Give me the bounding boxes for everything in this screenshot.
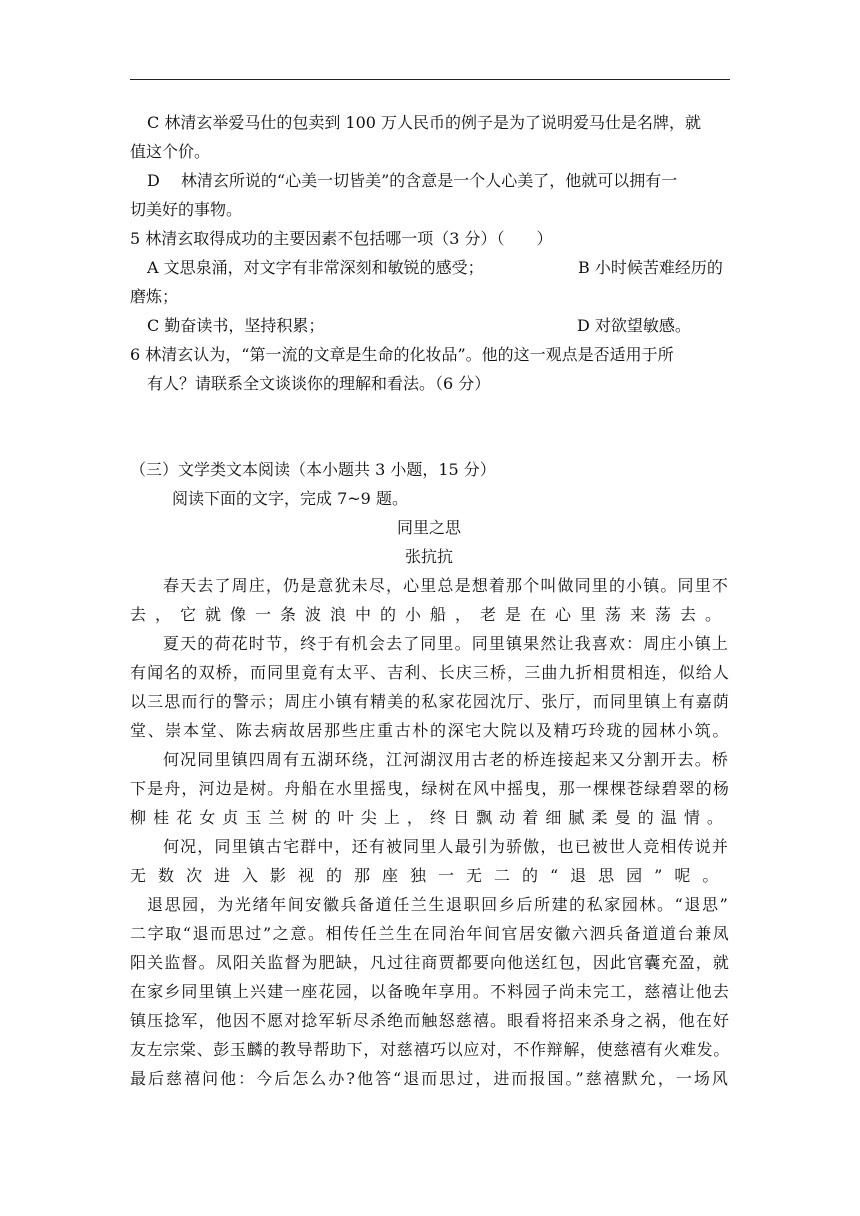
q4-option-c-line2: 值这个价。 [130, 142, 211, 161]
q4-option-d-line1: D 林清玄所说的“心美一切皆美”的含意是一个人心美了，他就可以拥有一 [147, 171, 678, 190]
q4-option-d-line2: 切美好的事物。 [130, 200, 243, 219]
paragraph-5-line-6: 友左宗棠、彭玉麟的教导帮助下，对慈禧巧以应对，不作辩解，使慈禧有火难发。 [130, 1040, 731, 1059]
paragraph-5-line-4: 在家乡同里镇上兴建一座花园，以备晚年享用。不料园子尚未完工，慈禧让他去 [130, 982, 731, 1001]
q5-option-b-line2: 磨炼； [130, 287, 179, 306]
paragraph-4-line-2: 无数次进入影视的那座独一无二的“退思园”呢。 [130, 866, 731, 885]
paragraph-2-line-1: 夏天的荷花时节，终于有机会去了同里。同里镇果然让我喜欢：周庄小镇上 [163, 634, 730, 653]
paragraph-5-line-7: 最后慈禧问他：今后怎么办?他答“退而思过，进而报国。”慈禧默允，一场风 [130, 1069, 730, 1088]
paragraph-1-line-2: 去，它就像一条波浪中的小船，老是在心里荡来荡去。 [130, 605, 731, 624]
paragraph-3-line-1: 何况同里镇四周有五湖环绕，江河湖汊用古老的桥连接起来又分割开去。桥 [163, 750, 730, 769]
paragraph-3-line-2: 下是舟，河边是树。舟船在水里摇曳，绿树在风中摇曳，那一棵棵苍绿碧翠的杨 [130, 779, 731, 798]
q5-option-d: D 对欲望敏感。 [577, 316, 691, 335]
paragraph-5-line-3: 阳关监督。凤阳关监督为肥缺，凡过往商贾都要向他送红包，因此官囊充盈，就 [130, 953, 731, 972]
q5-option-b-line1: B 小时候苦难经历的 [578, 258, 723, 277]
q5-option-c: C 勤奋读书，坚持积累； [147, 316, 325, 335]
paragraph-2-line-3: 以三思而行的警示；周庄小镇有精美的私家花园沈厅、张厅，而同里镇上有嘉荫 [130, 692, 731, 711]
q6-stem-line1: 6 林清玄认为，“第一流的文章是生命的化妆品”。他的这一观点是否适用于所 [130, 345, 674, 364]
q5-option-a: A 文思泉涌，对文字有非常深刻和敏锐的感受； [147, 258, 484, 277]
paragraph-5-line-5: 镇压捻军，他因不愿对捻军斩尽杀绝而触怒慈禧。眼看将招来杀身之祸，他在好 [130, 1011, 731, 1030]
paragraph-5-line-1: 退思园，为光绪年间安徽兵备道任兰生退职回乡后所建的私家园林。“退思” [147, 895, 730, 914]
q5-stem: 5 林清玄取得成功的主要因素不包括哪一项（3 分）（ ） [130, 229, 553, 248]
q4-option-c-line1: C 林清玄举爱马仕的包卖到 100 万人民币的例子是为了说明爱马仕是名牌，就 [147, 113, 702, 132]
header-rule [130, 79, 730, 80]
article-title: 同里之思 [397, 518, 462, 537]
paragraph-1-line-1: 春天去了周庄，仍是意犹未尽，心里总是想着那个叫做同里的小镇。同里不 [163, 576, 730, 595]
paragraph-2-line-2: 有闻名的双桥，而同里竟有太平、吉利、长庆三桥，三曲九折相贯相连，似给人 [130, 663, 731, 682]
paragraph-4-line-1: 何况，同里镇古宅群中，还有被同里人最引为骄傲，也已被世人竞相传说并 [163, 837, 730, 856]
q6-stem-line2: 有人？请联系全文谈谈你的理解和看法。（6 分） [147, 374, 491, 393]
article-author: 张抗抗 [405, 547, 454, 566]
paragraph-3-line-3: 柳桂花女贞玉兰树的叶尖上，终日飘动着细腻柔曼的温情。 [130, 808, 731, 827]
section-heading: （三）文学类文本阅读（本小题共 3 小题，15 分） [130, 460, 496, 479]
section-instruction: 阅读下面的文字，完成 7~9 题。 [172, 489, 408, 508]
paragraph-2-line-4: 堂、崇本堂、陈去病故居那些庄重古朴的深宅大院以及精巧玲珑的园林小筑。 [130, 721, 731, 740]
paragraph-5-line-2: 二字取“退而思过”之意。相传任兰生在同治年间官居安徽六泗兵备道道台兼凤 [130, 924, 731, 943]
